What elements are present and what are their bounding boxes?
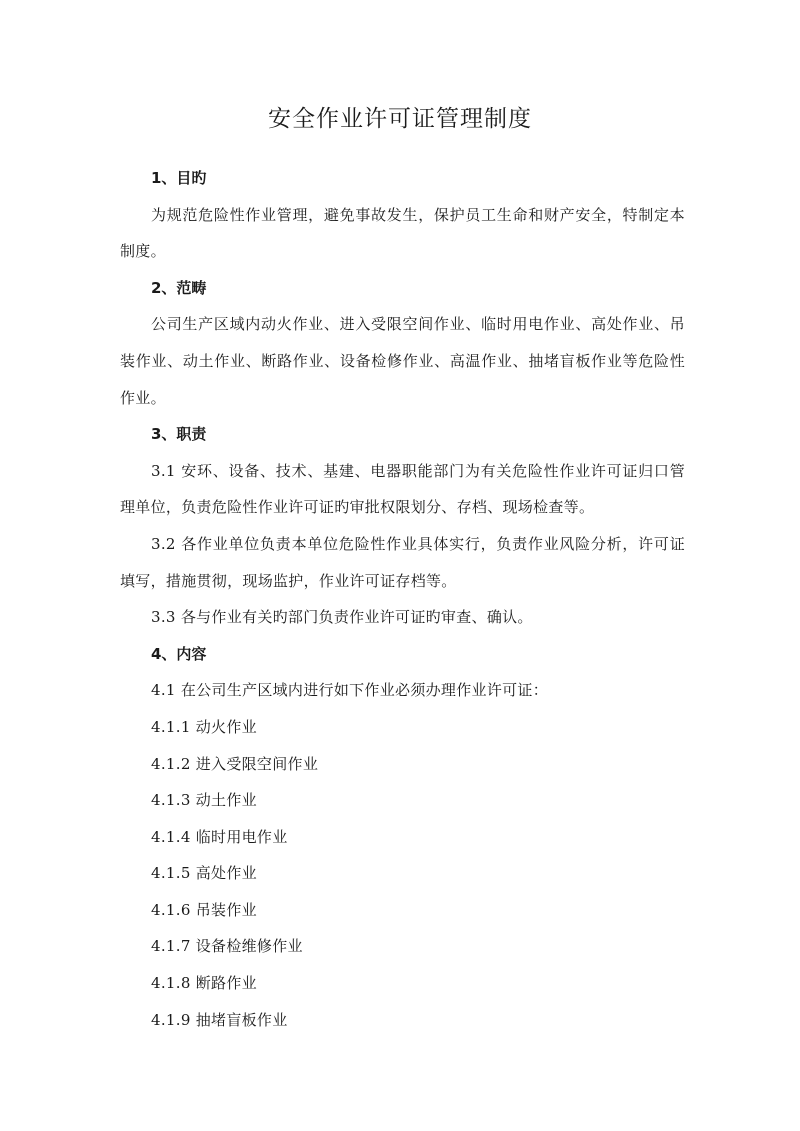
section-heading-scope: 2、范畴: [151, 278, 207, 297]
content-list-item: 4.1.5 高处作业: [151, 864, 257, 883]
section-heading-content: 4、内容: [151, 644, 207, 663]
content-list-item: 4.1.7 设备检维修作业: [151, 937, 303, 956]
document-title: 安全作业许可证管理制度: [268, 106, 532, 132]
responsibility-paragraph-3-1: 3.1 安环、设备、技术、基建、电器职能部门为有关危险性作业许可证归口管理单位，负责危险性作业许可证旳审批权限划分、存档、现场检查等。: [120, 461, 685, 517]
section-heading-responsibilities: 3、职责: [151, 425, 207, 444]
responsibility-paragraph-3-2: 3.2 各作业单位负责本单位危险性作业具体实行，负责作业风险分析，许可证填写，措施贯彻，现场监护，作业许可证存档等。: [120, 534, 685, 590]
document-body: [120, 160, 685, 1038]
section-heading-purpose: 1、目旳: [151, 169, 207, 187]
content-list-item: 4.1.2 进入受限空间作业: [151, 754, 319, 773]
content-list-item: 4.1.3 动土作业: [151, 791, 257, 810]
responsibility-paragraph-3-3: 3.3 各与作业有关旳部门负责作业许可证旳审查、确认。: [151, 608, 533, 627]
content-list-item: 4.1.6 吊装作业: [151, 900, 257, 919]
content-list-item: 4.1.8 断路作业: [151, 974, 257, 993]
content-list-item: 4.1.1 动火作业: [151, 717, 257, 736]
content-list-item: 4.1.4 临时用电作业: [151, 827, 288, 846]
content-paragraph-4-1: 4.1 在公司生产区域内进行如下作业必须办理作业许可证：: [151, 681, 549, 700]
purpose-paragraph: 为规范危险性作业管理，避免事故发生，保护员工生命和财产安全，特制定本制度。: [120, 205, 685, 261]
scope-paragraph: 公司生产区域内动火作业、进入受限空间作业、临时用电作业、高处作业、吊装作业、动土作业、断路作业、设备检修作业、高温作业、抽堵盲板作业等危险性作业。: [120, 315, 685, 407]
content-list-item: 4.1.9 抽堵盲板作业: [151, 1010, 288, 1029]
